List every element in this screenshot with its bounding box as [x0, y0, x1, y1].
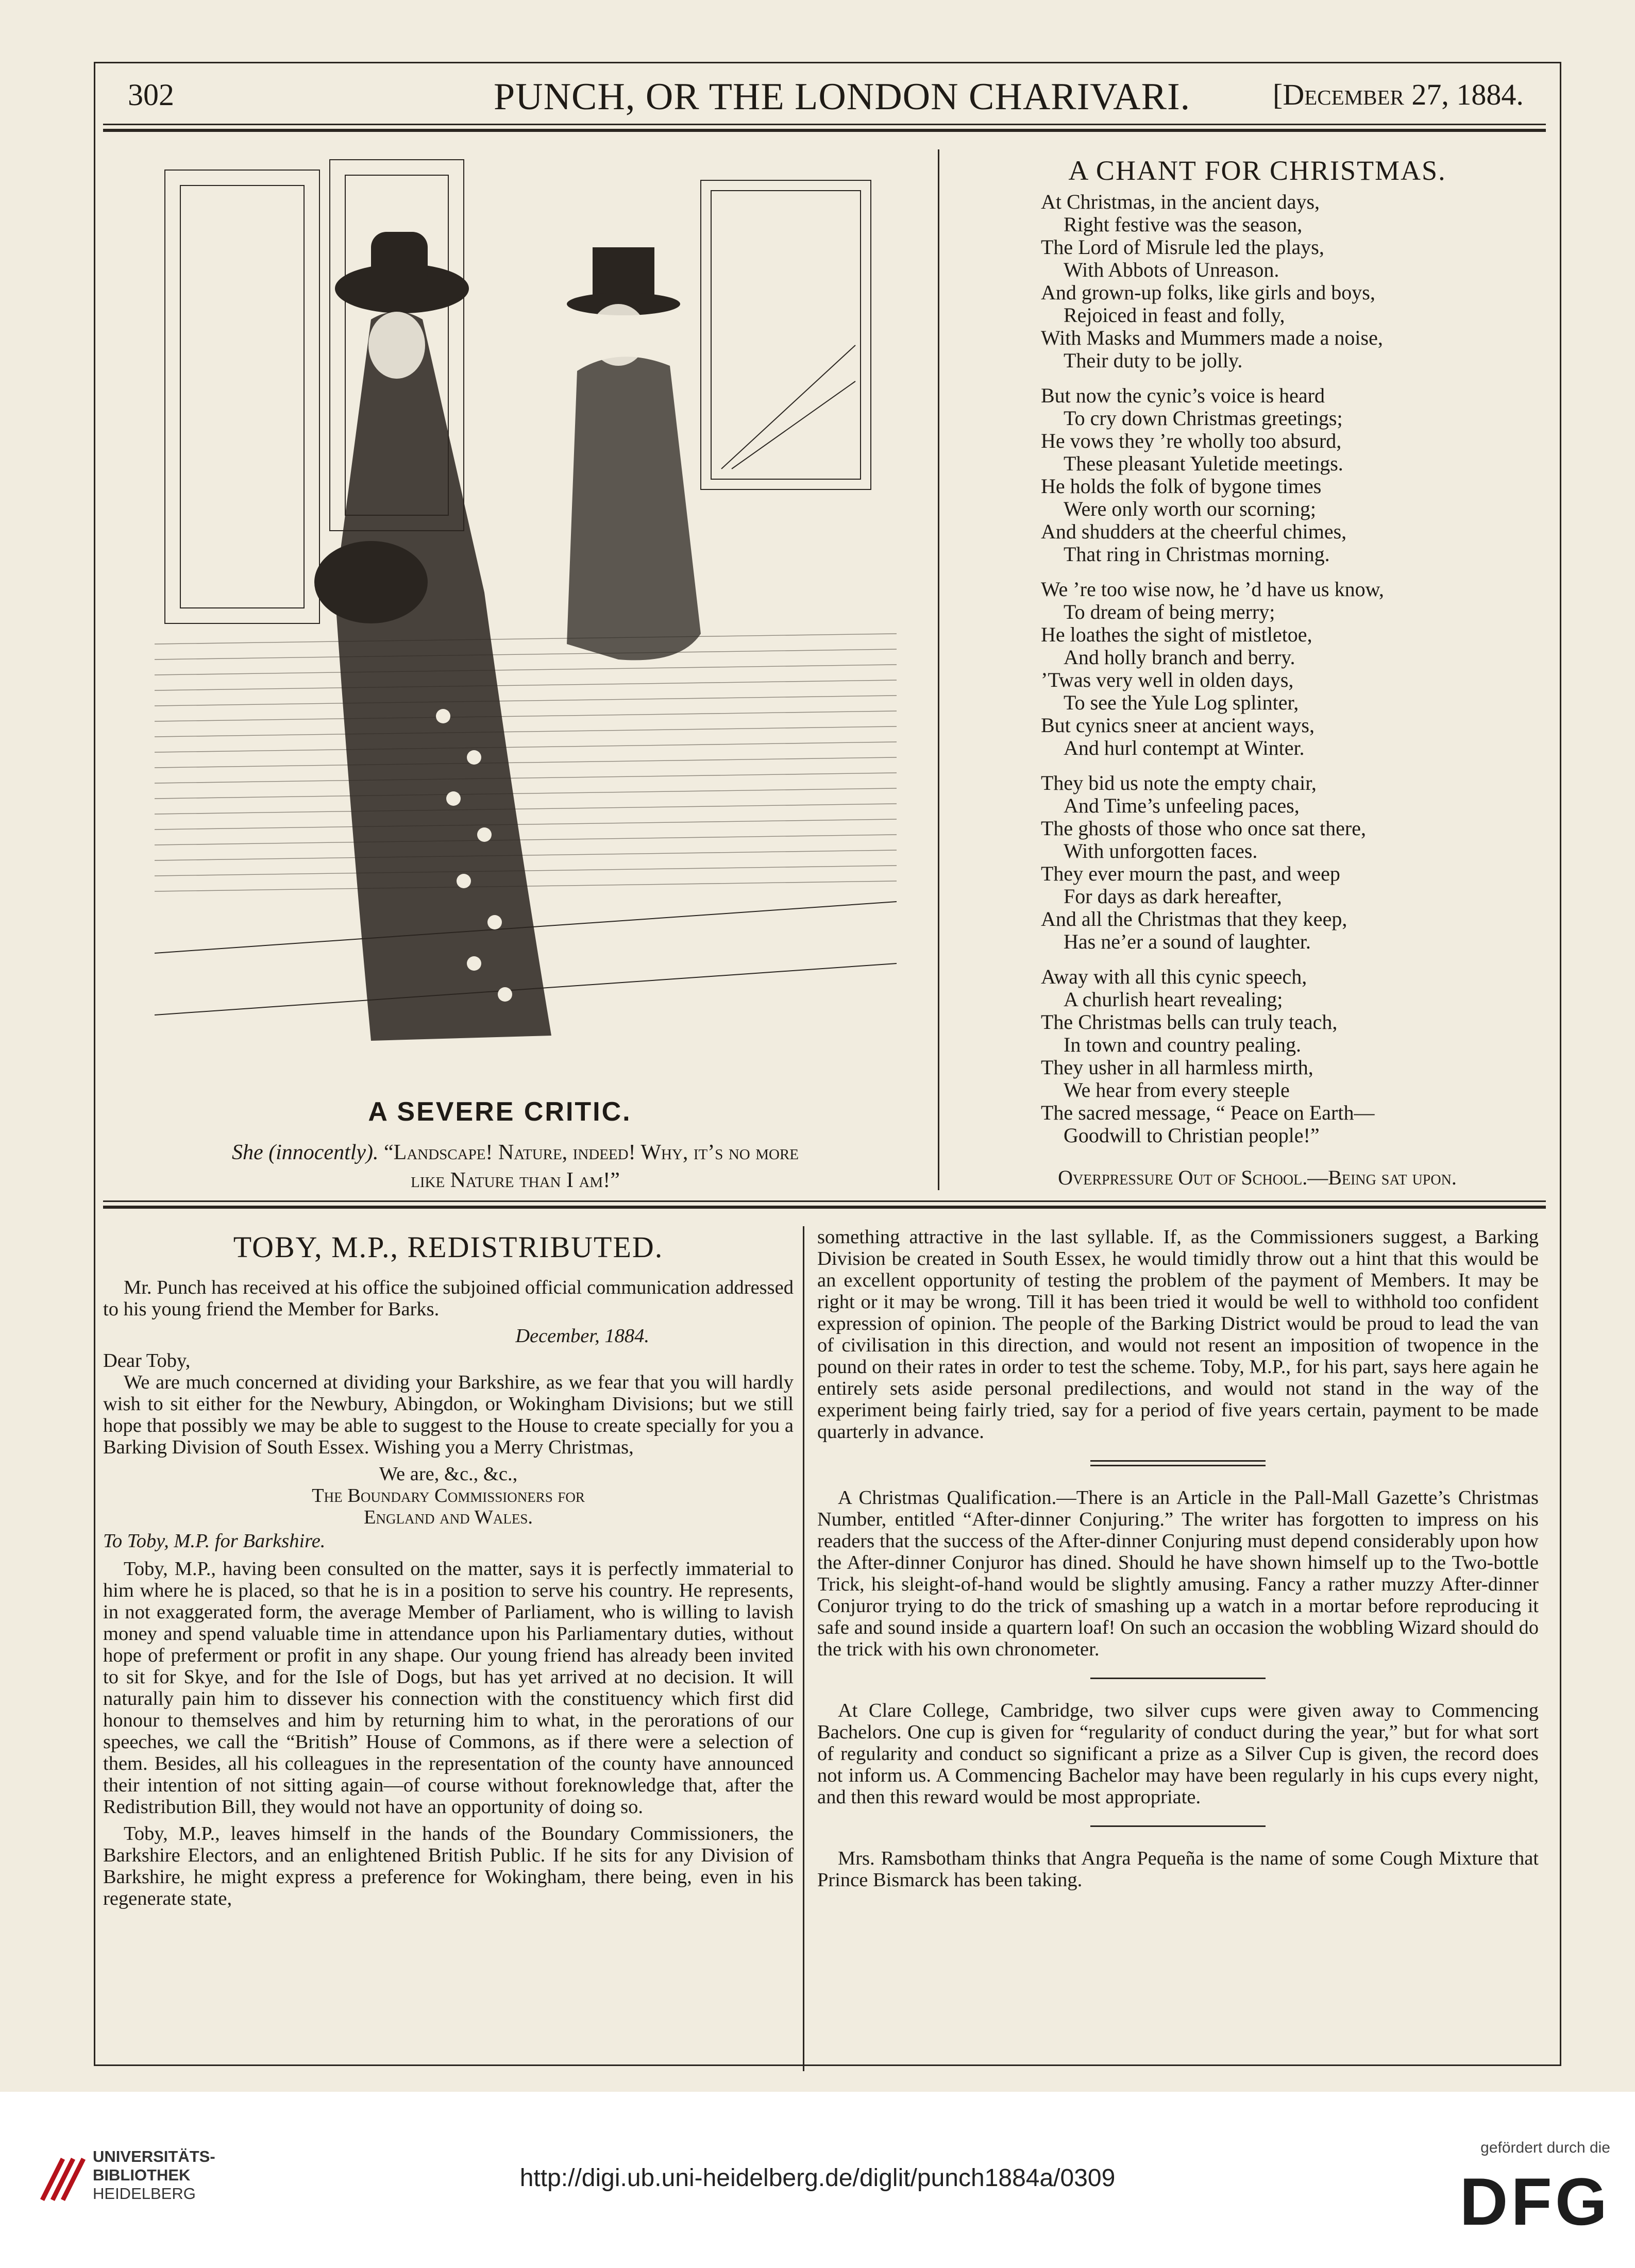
caption-quote-line-1: “Landscape! Nature, indeed! Why, it’s no more [384, 1141, 799, 1164]
toby-continuation: something attractive in the last syllable. If, as the Commissioners suggest, a Barking Division be created in South Essex, he would timidly throw out a hint that this would be an excellent opportunity of testing the problem of the payment of Members. It may be right or it may be wrong. Till it has been tried it would be well to withhold too confident expression of opinion. The people of the Barking District would be proud to lead the van of civilisation in this direction, and would not resent an imposition of twopence in the pound on their rates in order to test the scheme. Toby, M.P., for his part, says here again he entirely sets aside personal predilections, and would not stand in the way of the experiment being fairly tried, say for a period of five years certain, payment to be made quarterly in advance. [817, 1226, 1539, 1443]
poem-line: ’Twas very well in olden days, [1041, 668, 1294, 691]
poem-line: For days as dark hereafter, [1064, 885, 1282, 908]
poem-line: He loathes the sight of mistletoe, [1041, 623, 1312, 646]
poem-title: A CHANT FOR CHRISTMAS. [1068, 155, 1446, 186]
poem-stanza [1041, 191, 1546, 372]
library-line-3: HEIDELBERG [93, 2185, 196, 2203]
page-number: 302 [128, 78, 174, 112]
letter-date: December, 1884. [515, 1325, 649, 1347]
poem-line: He holds the folk of bygone times [1041, 475, 1322, 498]
poem-line: The Lord of Misrule led the plays, [1041, 235, 1324, 259]
poem-line: Their duty to be jolly. [1064, 349, 1243, 372]
poem-line: A churlish heart revealing; [1064, 988, 1283, 1011]
poem-line: Has ne’er a sound of laughter. [1064, 930, 1311, 953]
poem-line: And Time’s unfeeling paces, [1064, 794, 1300, 817]
poem-line: But cynics sneer at ancient ways, [1041, 714, 1314, 737]
poem-body [1041, 191, 1546, 1159]
ramsbotham-item: Mrs. Ramsbotham thinks that Angra Pequeña is the name of some Cough Mixture that Prince Bismarck has been taking. [817, 1848, 1539, 1891]
poem-line: To see the Yule Log splinter, [1064, 691, 1299, 714]
christmas-qualification: A Christmas Qualification.—There is an Article in the Pall-Mall Gazette’s Christmas Number, entitled “After-dinner Conjuring.” The writer has forgotten to impress on his readers that the success of the After-dinner Conjuring must depend considerably upon how the After-dinner Conjuror has dined. Should he have shown himself up to the Two-bottle Trick, his sleight-of-hand would be slightly amusing. Fancy a rather muzzy After-dinner Conjuror trying to do the trick of smashing up a watch in a mortar before reproducing it safe and sound inside a quartern loaf! On such an occasion the wobbling Wizard should do the trick with his own chronometer. [817, 1487, 1539, 1660]
divider-short-1 [1090, 1678, 1266, 1679]
masthead-title: PUNCH, OR THE LONDON CHARIVARI. [494, 76, 1191, 118]
poem-line: But now the cynic’s voice is heard [1041, 384, 1325, 407]
poem-line: And all the Christmas that they keep, [1041, 907, 1347, 930]
letter-signature-2: England and Wales. [363, 1507, 533, 1528]
poem-line: Goodwill to Christian people!” [1064, 1124, 1320, 1147]
poem-line: That ring in Christmas morning. [1064, 543, 1330, 566]
poem-line: They ever mourn the past, and weep [1041, 862, 1340, 885]
dfg-logo: DFG [1459, 2164, 1610, 2239]
caption-speaker: She (innocently). [231, 1141, 379, 1164]
letter-addressee: To Toby, M.P. for Barkshire. [103, 1530, 326, 1552]
poem-line: Right festive was the season, [1064, 213, 1303, 236]
divider-double [1090, 1460, 1266, 1466]
poem-line: The sacred message, “ Peace on Earth— [1041, 1101, 1375, 1124]
section-rule-thick [103, 1206, 1546, 1209]
poem-line: Rejoiced in feast and folly, [1064, 303, 1285, 327]
poem-line: These pleasant Yuletide meetings. [1064, 452, 1343, 475]
poem-line: And hurl contempt at Winter. [1064, 736, 1305, 759]
cartoon-illustration [155, 149, 897, 1077]
library-line-1: UNIVERSITÄTS- [93, 2147, 215, 2165]
poem-line: He vows they ’re wholly too absurd, [1041, 429, 1342, 452]
cartoon-caption [124, 1139, 907, 1194]
footer-bar [0, 2092, 1635, 2268]
column-divider-top [938, 149, 939, 1190]
caption-quote-line-2: like Nature than I am!” [411, 1169, 620, 1192]
poem-line: With Abbots of Unreason. [1064, 258, 1279, 281]
poem-line: And grown-up folks, like girls and boys, [1041, 281, 1375, 304]
poem-line: The ghosts of those who once sat there, [1041, 817, 1366, 840]
poem-line: They bid us note the empty chair, [1041, 771, 1317, 794]
header-rule-thick [103, 129, 1546, 132]
letter-body: We are much concerned at dividing your Barkshire, as we fear that you will hardly wish to sit either for the Newbury, Abingdon, or Wokingham Divisions; but we still hope that possibly we may be able to suggest to the House to create specially for you a Barking Division of South Essex. Wishing you a Merry Christmas, [103, 1372, 794, 1458]
poem-line: We hear from every steeple [1064, 1078, 1290, 1102]
section-rule [103, 1200, 1546, 1202]
funded-by-label: gefördert durch die [1480, 2139, 1610, 2156]
poem-line: With Masks and Mummers made a noise, [1041, 326, 1383, 349]
poem-line: And shudders at the cheerful chimes, [1041, 520, 1347, 543]
poem-stanza [1041, 384, 1546, 566]
toby-article [103, 1226, 794, 1915]
poem-line: To cry down Christmas greetings; [1064, 407, 1343, 430]
poem-line: The Christmas bells can truly teach, [1041, 1010, 1338, 1034]
toby-title: TOBY, M.P., REDISTRIBUTED. [233, 1230, 664, 1264]
poem-line: And holly branch and berry. [1064, 646, 1295, 669]
toby-paragraph-2: Toby, M.P., leaves himself in the hands of the Boundary Commissioners, the Barkshire Electors, and an enlightened British Public. If he sits for any Division of Barkshire, he might express a preference for Wokingham, there being, even in his regenerate state, [103, 1823, 794, 1909]
poem-line: Were only worth our scorning; [1064, 497, 1316, 520]
poem-line: In town and country pealing. [1064, 1033, 1301, 1056]
poem-line: With unforgotten faces. [1064, 839, 1258, 862]
header-rule [103, 124, 1546, 125]
right-column [817, 1226, 1539, 1896]
divider-short-2 [1090, 1825, 1266, 1827]
poem-line: At Christmas, in the ancient days, [1041, 190, 1320, 213]
letter-closing: We are, &c., &c., [379, 1463, 518, 1485]
poem-stanza [1041, 578, 1546, 759]
toby-paragraph-1: Toby, M.P., having been consulted on the matter, says it is perfectly immaterial to him where he is placed, so that he is in a position to serve his country. He represents, in not exaggerated form, the average Member of Parliament, who is willing to lavish money and spend valuable time in attendance upon his Parliamentary duties, without hope of preferment or profit in any shape. Our young friend has already been invited to sit for Skye, and for the Isle of Dogs, but has yet arrived at no decision. It will naturally pain him to dissever his connection with the constituency which first did honour to themselves and him by returning him to what, in the perorations of our speeches, we call the “British” House of Commons, as if there were a selection of them. Besides, all his colleagues in the representation of the county have announced their intention of not sitting again—of course without foreknowledge that, after the Redistribution Bill, they would not have an opportunity of doing so. [103, 1558, 794, 1818]
poem-line: They usher in all harmless mirth, [1041, 1056, 1313, 1079]
issue-date: [December 27, 1884. [1273, 78, 1524, 111]
letter-salutation: Dear Toby, [103, 1350, 191, 1372]
poem-line: Away with all this cynic speech, [1041, 965, 1307, 988]
source-url[interactable]: http://digi.ub.uni-heidelberg.de/diglit/punch1884a/0309 [519, 2164, 1116, 2192]
library-line-2: BIBLIOTHEK [93, 2166, 191, 2184]
poem-line: To dream of being merry; [1064, 600, 1275, 623]
overpressure-note: Overpressure Out of School.—Being sat upon. [1058, 1166, 1457, 1189]
clare-college-item: At Clare College, Cambridge, two silver cups were given away to Commencing Bachelors. One cup is given for “regularity of conduct during the year,” but for what sort of regularity and conduct so significant a prize as a Silver Cup is given, the record does not inform us. A Commencing Bachelor may have been regularly in his cups every night, and then this reward would be most appropriate. [817, 1700, 1539, 1808]
column-divider-bottom [803, 1226, 804, 2071]
poem-line: We ’re too wise now, he ’d have us know, [1041, 578, 1384, 601]
cartoon-title: A SEVERE CRITIC. [368, 1097, 632, 1127]
letter-signature-1: The Boundary Commissioners for [312, 1485, 585, 1507]
toby-intro: Mr. Punch has received at his office the subjoined official communication addressed to his young friend the Member for Barks. [103, 1277, 794, 1320]
poem-stanza [1041, 966, 1546, 1147]
poem-stanza [1041, 772, 1546, 953]
